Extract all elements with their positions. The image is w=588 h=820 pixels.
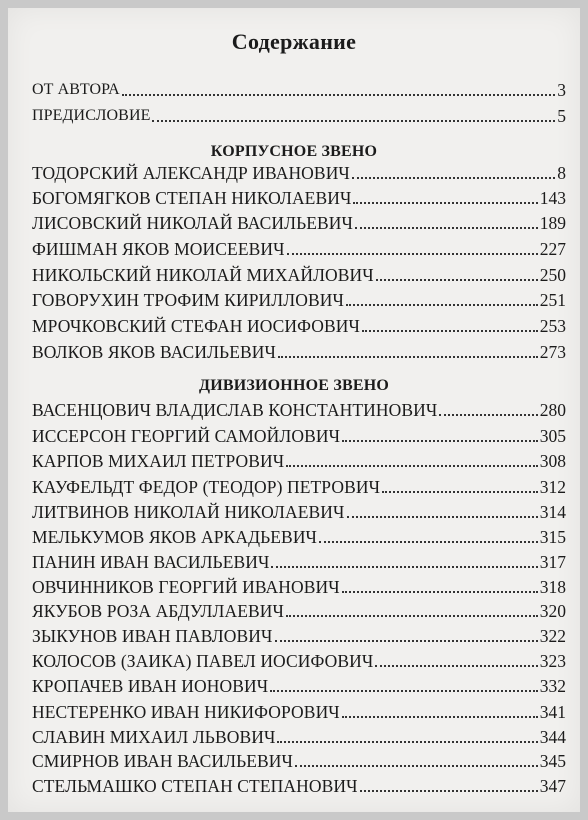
entry-label: ПРЕДИСЛОВИЕ <box>32 107 151 124</box>
toc-entry <box>32 500 566 524</box>
entry-label: КАУФЕЛЬДТ ФЕДОР (ТЕОДОР) ПЕТРОВИЧ <box>32 477 381 497</box>
entry-label: ЛИТВИНОВ НИКОЛАЙ НИКОЛАЕВИЧ <box>32 502 345 522</box>
entry-label: СЛАВИН МИХАИЛ ЛЬВОВИЧ <box>32 727 276 747</box>
entry-label: БОГОМЯГКОВ СТЕПАН НИКОЛАЕВИЧ <box>32 188 352 208</box>
entry-page-number: 227 <box>539 239 566 259</box>
entry-page-number: 345 <box>539 751 566 771</box>
leader-dots <box>122 94 555 96</box>
toc-entry <box>32 649 566 673</box>
entry-page-number: 320 <box>539 601 566 621</box>
toc-entry <box>32 186 566 210</box>
entry-label: МЕЛЬКУМОВ ЯКОВ АРКАДЬЕВИЧ <box>32 527 318 547</box>
entry-label: ИССЕРСОН ГЕОРГИЙ САМОЙЛОВИЧ <box>32 426 341 446</box>
entry-label: ОТ АВТОРА <box>32 81 120 98</box>
leader-dots <box>271 566 537 568</box>
entry-page-number: 305 <box>539 426 566 446</box>
leader-dots <box>382 491 538 493</box>
toc-entry <box>32 575 566 599</box>
entry-page-number: 344 <box>539 727 566 747</box>
entry-label: КОЛОСОВ (ЗАИКА) ПАВЕЛ ИОСИФОВИЧ <box>32 651 374 671</box>
toc-entry <box>32 340 566 364</box>
entry-page-number: 315 <box>539 527 566 547</box>
leader-dots <box>353 202 537 204</box>
entry-label: ЯКУБОВ РОЗА АБДУЛЛАЕВИЧ <box>32 601 284 621</box>
toc-entry <box>32 449 566 473</box>
entry-label: ФИШМАН ЯКОВ МОИСЕЕВИЧ <box>32 239 285 259</box>
toc-entry <box>32 398 566 422</box>
toc-entry <box>32 700 566 724</box>
toc-entry <box>32 624 566 648</box>
entry-page-number: 5 <box>557 106 566 126</box>
leader-dots <box>346 304 538 306</box>
toc-entry <box>32 599 566 623</box>
leader-dots <box>275 640 538 642</box>
entry-page-number: 317 <box>539 552 566 572</box>
leader-dots <box>295 765 538 767</box>
entry-label: КРОПАЧЕВ ИВАН ИОНОВИЧ <box>32 676 269 696</box>
section-heading: ДИВИЗИОННОЕ ЗВЕНО <box>199 377 389 394</box>
entry-page-number: 318 <box>539 577 566 597</box>
entry-page-number: 322 <box>539 626 566 646</box>
leader-dots <box>277 741 537 743</box>
toc-entry <box>32 78 566 102</box>
entry-page-number: 323 <box>539 651 566 671</box>
leader-dots <box>270 690 538 692</box>
entry-label: МРОЧКОВСКИЙ СТЕФАН ИОСИФОВИЧ <box>32 316 361 336</box>
entry-page-number: 347 <box>539 776 566 796</box>
toc-entry <box>32 475 566 499</box>
leader-dots <box>342 440 538 442</box>
entry-label: ОВЧИННИКОВ ГЕОРГИЙ ИВАНОВИЧ <box>32 577 340 597</box>
entry-label: ГОВОРУХИН ТРОФИМ КИРИЛЛОВИЧ <box>32 290 344 310</box>
leader-dots <box>375 665 537 667</box>
leader-dots <box>347 516 538 518</box>
leader-dots <box>342 591 538 593</box>
toc-entry <box>32 263 566 287</box>
entry-page-number: 250 <box>539 265 566 285</box>
entry-label: ТОДОРСКИЙ АЛЕКСАНДР ИВАНОВИЧ <box>32 163 350 183</box>
leader-dots <box>360 790 538 792</box>
toc-entry <box>32 424 566 448</box>
toc-entry <box>32 525 566 549</box>
leader-dots <box>439 414 537 416</box>
leader-dots <box>342 716 538 718</box>
toc-entry <box>32 749 566 773</box>
entry-label: ЗЫКУНОВ ИВАН ПАВЛОВИЧ <box>32 626 273 646</box>
page-title: Содержание <box>231 29 357 54</box>
entry-page-number: 8 <box>557 163 566 183</box>
entry-page-number: 251 <box>539 290 566 310</box>
toc-entry <box>32 774 566 798</box>
entry-label: СМИРНОВ ИВАН ВАСИЛЬЕВИЧ <box>32 751 294 771</box>
entry-page-number: 332 <box>539 676 566 696</box>
entry-page-number: 3 <box>557 80 566 100</box>
entry-page-number: 308 <box>539 451 566 471</box>
toc-entry <box>32 237 566 261</box>
leader-dots <box>152 120 555 122</box>
entry-page-number: 314 <box>539 502 566 522</box>
entry-label: ЛИСОВСКИЙ НИКОЛАЙ ВАСИЛЬЕВИЧ <box>32 213 354 233</box>
toc-entry <box>32 314 566 338</box>
leader-dots <box>286 615 538 617</box>
leader-dots <box>362 330 538 332</box>
entry-label: СТЕЛЬМАШКО СТЕПАН СТЕПАНОВИЧ <box>32 776 358 796</box>
leader-dots <box>319 541 538 543</box>
leader-dots <box>287 253 538 255</box>
toc-entry <box>32 211 566 235</box>
leader-dots <box>352 177 555 179</box>
entry-label: КАРПОВ МИХАИЛ ПЕТРОВИЧ <box>32 451 285 471</box>
entry-page-number: 312 <box>539 477 566 497</box>
entry-label: ВАСЕНЦОВИЧ ВЛАДИСЛАВ КОНСТАНТИНОВИЧ <box>32 400 438 420</box>
entry-page-number: 253 <box>539 316 566 336</box>
toc-entry <box>32 288 566 312</box>
toc-entry <box>32 725 566 749</box>
entry-label: НЕСТЕРЕНКО ИВАН НИКИФОРОВИЧ <box>32 702 340 722</box>
leader-dots <box>286 465 538 467</box>
leader-dots <box>355 227 538 229</box>
toc-entry <box>32 161 566 185</box>
entry-label: ВОЛКОВ ЯКОВ ВАСИЛЬЕВИЧ <box>32 342 276 362</box>
entry-page-number: 189 <box>539 213 566 233</box>
entry-label: ПАНИН ИВАН ВАСИЛЬЕВИЧ <box>32 552 270 572</box>
toc-entry <box>32 550 566 574</box>
toc-entry <box>32 104 566 128</box>
toc-entry <box>32 674 566 698</box>
entry-label: НИКОЛЬСКИЙ НИКОЛАЙ МИХАЙЛОВИЧ <box>32 265 374 285</box>
entry-page-number: 273 <box>539 342 566 362</box>
section-heading: КОРПУСНОЕ ЗВЕНО <box>210 143 378 160</box>
entry-page-number: 143 <box>539 188 566 208</box>
entry-page-number: 280 <box>539 400 566 420</box>
leader-dots <box>278 356 538 358</box>
entry-page-number: 341 <box>539 702 566 722</box>
leader-dots <box>376 279 538 281</box>
